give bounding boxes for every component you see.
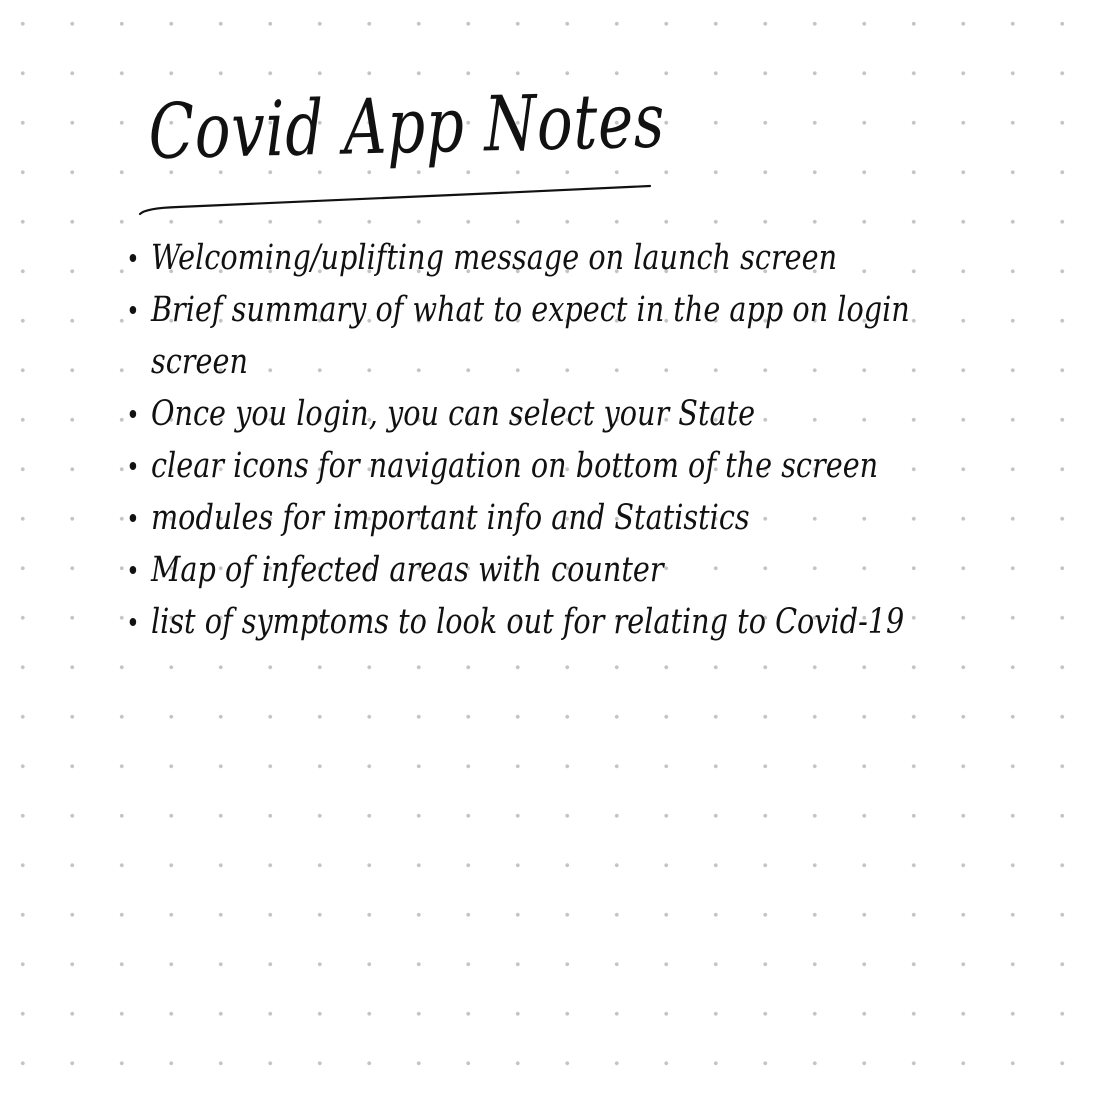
list-item <box>128 440 879 492</box>
note-text: Brief summary of what to expect in the app on login screen <box>150 290 910 382</box>
bullet-icon <box>130 462 137 470</box>
list-item <box>128 596 905 648</box>
page-title: Covid App Notes <box>148 75 666 176</box>
bullet-icon <box>130 566 137 574</box>
bullet-icon <box>130 410 137 418</box>
bullet-icon <box>130 254 137 262</box>
note-text: modules for important info and Statistics <box>150 498 750 538</box>
note-text: list of symptoms to look out for relating to Covid-19 <box>150 602 905 642</box>
note-text: clear icons for navigation on bottom of the screen <box>150 446 879 486</box>
list-item <box>128 544 866 596</box>
list-item <box>128 492 866 544</box>
bullet-icon <box>130 514 137 522</box>
list-item <box>128 284 996 388</box>
notes-list <box>128 232 1028 648</box>
bullet-icon <box>130 306 137 314</box>
list-item <box>128 232 866 284</box>
note-text: Map of infected areas with counter <box>150 550 664 590</box>
note-text: Once you login, you can select your State <box>150 394 756 434</box>
title-underline <box>138 180 668 220</box>
bullet-icon <box>130 618 137 626</box>
note-text: Welcoming/uplifting message on launch screen <box>150 238 838 278</box>
list-item <box>128 388 866 440</box>
